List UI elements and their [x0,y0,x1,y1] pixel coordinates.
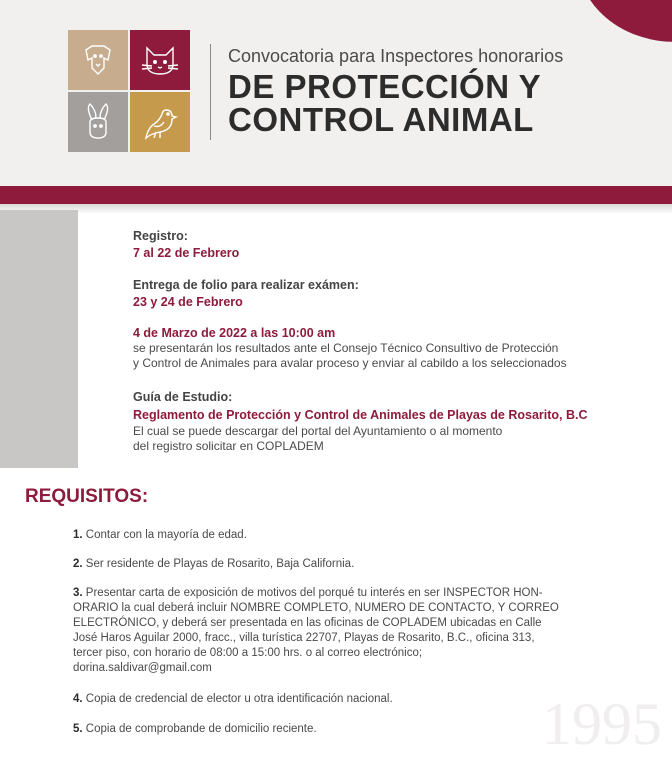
rabbit-tile [68,92,128,152]
list-item [73,557,633,572]
item-text: Copia de credencial de elector u otra identificación nacional. [85,693,393,705]
rabbit-icon [76,100,120,144]
results-text-line2: y Control de Animales para avalar proceso y enviar al cabildo a los seleccionados [133,356,567,370]
folio-dates: 23 y 24 de Febrero [133,295,243,309]
item-text: Presentar carta de exposición de motivos del porqué tu interés en ser INSPECTOR HON- [85,587,543,599]
item-text: tercer piso, con horario de 08:00 a 15:00 hrs. o al correo electrónico; [73,647,423,659]
item-text: Ser residente de Playas de Rosarito, Baja California. [85,558,355,570]
item-number: 1. [73,529,83,541]
header-divider [210,44,211,140]
guide-title: Reglamento de Protección y Control de Animales de Playas de Rosarito, B.C [133,408,588,422]
header-title-line1: DE PROTECCIÓN Y [228,68,542,105]
bird-icon [138,100,182,144]
folio-label: Entrega de folio para realizar exámen: [133,278,359,292]
item-text: Copia de comprobande de domicilio reciente. [85,723,317,735]
guide-text-line2: del registro solicitar en COPLADEM [133,439,324,453]
cat-tile [130,30,190,90]
results-date: 4 de Marzo de 2022 a las 10:00 am [133,326,336,340]
item-text: ELECTRÓNICO, y deberá ser presentada en las oficinas de COPLADEM ubicadas en Calle [73,617,542,629]
item-number: 5. [73,723,83,735]
maroon-band [0,186,672,204]
list-item [73,586,633,676]
header-title-line2: CONTROL ANIMAL [228,101,534,138]
list-item [73,528,633,543]
results-text-line1: se presentarán los resultados ante el Consejo Técnico Consultivo de Protección [133,341,559,355]
email-link[interactable]: dorina.saldivar@gmail.com [73,662,212,674]
dog-icon [76,38,120,82]
item-text: Contar con la mayoría de edad. [85,529,247,541]
band-shadow [0,204,672,214]
registro-dates: 7 al 22 de Febrero [133,246,240,260]
side-grey-bar [0,210,78,468]
guide-label: Guía de Estudio: [133,390,233,404]
watermark-year: 1995 [542,691,662,757]
item-text: ORARIO la cual deberá incluir NOMBRE COMPLETO, NUMERO DE CONTACTO, Y CORREO [73,602,559,614]
header-banner [0,0,672,186]
item-number: 4. [73,693,83,705]
item-number: 3. [73,587,83,599]
cat-icon [138,38,182,82]
guide-text-line1: El cual se puede descargar del portal del Ayuntamiento o al momento [133,424,503,438]
requisitos-title: REQUISITOS: [25,486,149,507]
dog-tile [68,30,128,90]
header-subtitle: Convocatoria para Inspectores honorarios [228,46,564,66]
bird-tile [130,92,190,152]
registro-label: Registro: [133,229,188,243]
item-number: 2. [73,558,83,570]
item-text: José Haros Aguilar 2000, fracc., villa turística 22707, Playas de Rosarito, B.C., oficina 313, [73,632,535,644]
corner-accent [580,0,672,70]
